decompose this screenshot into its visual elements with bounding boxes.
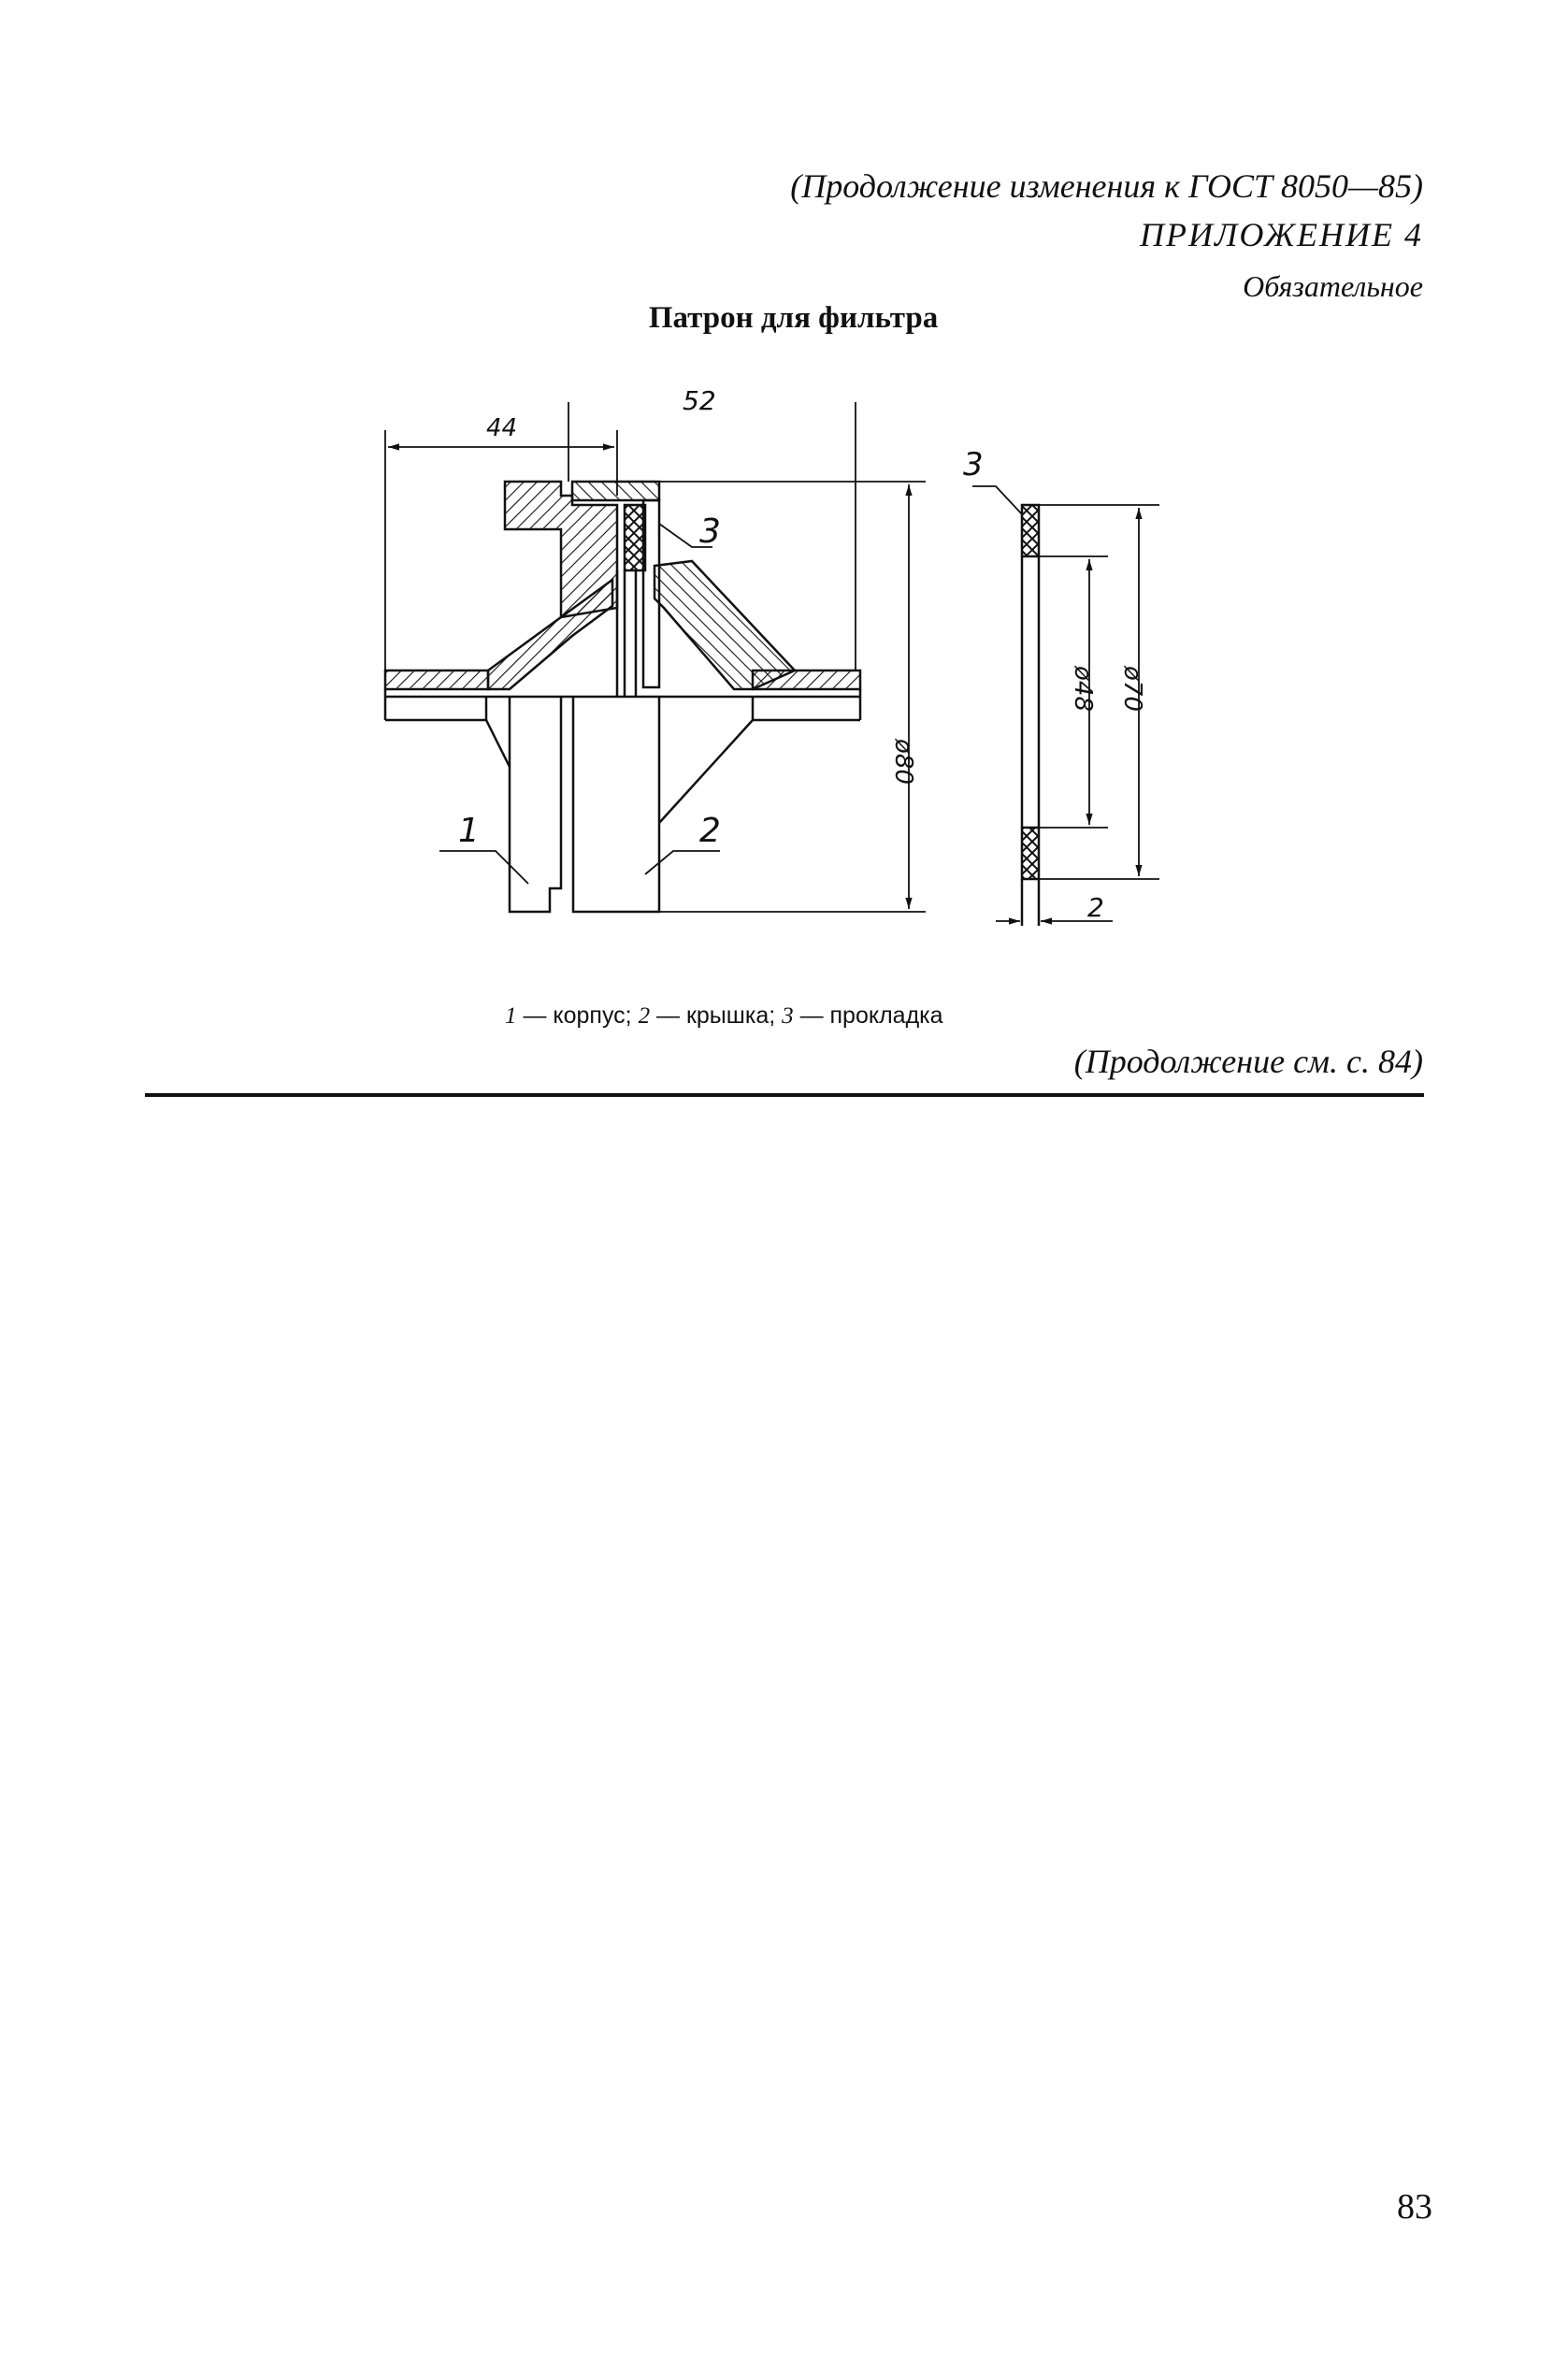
dim-80: ø80 bbox=[889, 739, 917, 785]
gasket-side-view bbox=[1022, 505, 1039, 926]
continuation-footer: (Продолжение см. с. 84) bbox=[1073, 1043, 1423, 1080]
left-flange bbox=[385, 670, 488, 689]
figure-title: Патрон для фильтра bbox=[648, 301, 939, 335]
figure-legend: 1 — корпус; 2 — крышка; 3 — прокладка bbox=[505, 1002, 943, 1029]
dim-48: ø48 bbox=[1069, 666, 1097, 712]
callout-2: 2 bbox=[699, 812, 721, 850]
callout-1: 1 bbox=[458, 812, 480, 850]
body-hub bbox=[505, 482, 617, 617]
appendix-label: ПРИЛОЖЕНИЕ 4 bbox=[1140, 216, 1423, 253]
dim-52: 52 bbox=[683, 385, 716, 416]
gasket-top-section bbox=[1022, 505, 1039, 556]
gasket-section bbox=[625, 505, 645, 570]
callout-3-main: 3 bbox=[699, 512, 721, 551]
appendix-status: Обязательное bbox=[1243, 269, 1423, 303]
horizontal-rule bbox=[145, 1093, 1424, 1097]
leader-3-side bbox=[972, 486, 1022, 514]
dim-70: ø70 bbox=[1118, 666, 1146, 712]
leader-1 bbox=[439, 851, 528, 884]
callout-3-side: 3 bbox=[963, 446, 984, 483]
filter-cartridge-drawing bbox=[0, 0, 1568, 1001]
continuation-header: (Продолжение изменения к ГОСТ 8050—85) bbox=[790, 167, 1423, 205]
right-cone-shell bbox=[655, 561, 795, 689]
gasket-bottom-section bbox=[1022, 828, 1039, 879]
page-number: 83 bbox=[1397, 2187, 1432, 2227]
main-section-view bbox=[385, 482, 860, 912]
cover-top-lip bbox=[572, 482, 659, 500]
leader-2 bbox=[645, 851, 720, 874]
dim-44: 44 bbox=[486, 414, 518, 442]
dim-2: 2 bbox=[1087, 892, 1104, 923]
